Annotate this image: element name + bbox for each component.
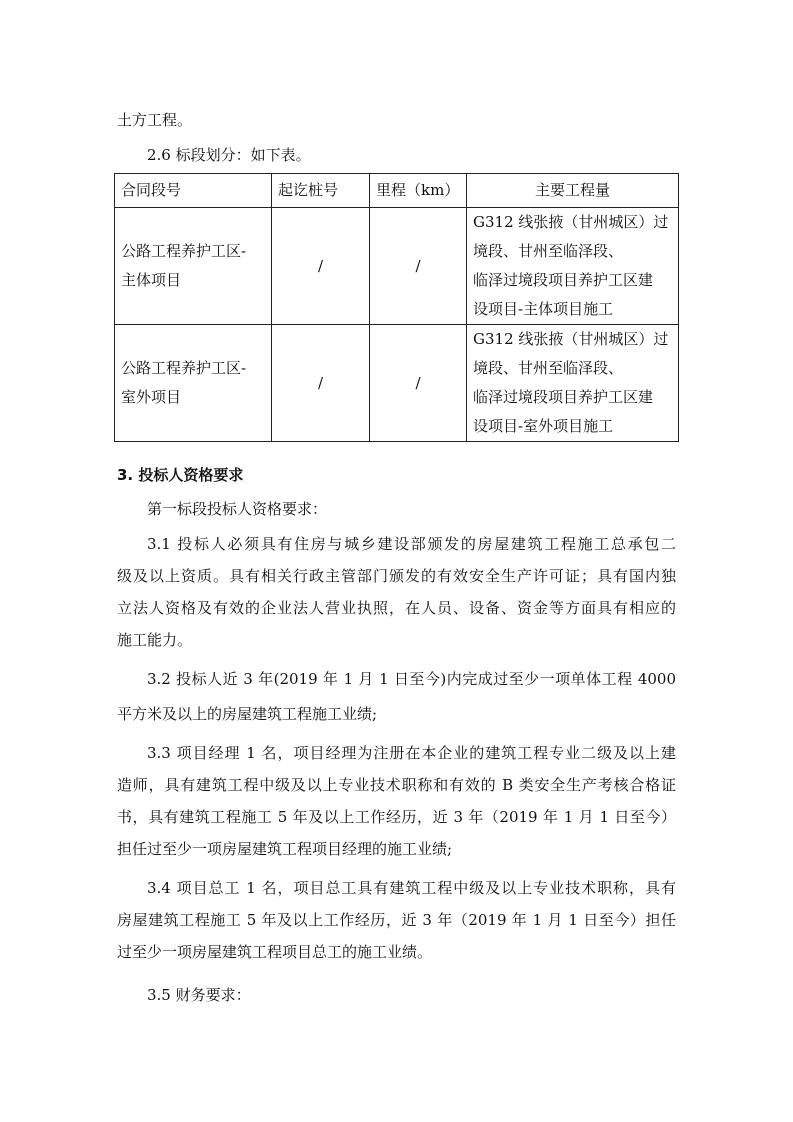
paragraph-3-3-line: 3.3 项目经理 1 名，项目经理为注册在本企业的建筑工程专业二级及以上建 — [147, 744, 676, 762]
paragraph-3-4-line: 过至少一项房屋建筑工程项目总工的施工业绩。 — [117, 943, 433, 961]
work-cell — [467, 208, 679, 325]
paragraph-3-1-line: 级及以上资质。具有相关行政主管部门颁发的有效安全生产许可证；具有国内独 — [117, 567, 676, 585]
work-line: G312 线张掖（甘州城区）过 — [473, 213, 669, 231]
mileage-cell: / — [370, 208, 467, 325]
work-line: 设项目-室外项目施工 — [473, 417, 614, 435]
paragraph-3-1-line: 立法人资格及有效的企业法人营业执照，在人员、设备、资金等方面具有相应的 — [117, 599, 676, 617]
intro-tail: 土方工程。 — [117, 111, 193, 129]
header-pile: 起讫桩号 — [272, 174, 370, 208]
work-cell — [467, 325, 679, 442]
header-mileage: 里程（km） — [370, 174, 467, 208]
contract-line: 主体项目 — [121, 271, 182, 289]
table-row — [115, 208, 679, 325]
header-work: 主要工程量 — [467, 174, 679, 208]
paragraph-3-4-line: 3.4 项目总工 1 名，项目总工具有建筑工程中级及以上专业技术职称，具有 — [147, 879, 676, 897]
work-line: 境段、甘州至临泽段、 — [473, 359, 624, 377]
work-line: 临泽过境段项目养护工区建 — [473, 271, 654, 289]
paragraph-3-3-line: 书，具有建筑工程施工 5 年及以上工作经历，近 3 年（2019 年 1 月 1 日至今） — [117, 808, 676, 826]
section-2-6-heading: 2.6 标段划分：如下表。 — [147, 146, 311, 164]
mileage-cell: / — [370, 325, 467, 442]
paragraph-3-1-line: 3.1 投标人必须具有住房与城乡建设部颁发的房屋建筑工程施工总承包二 — [147, 535, 676, 553]
table-row — [115, 325, 679, 442]
header-contract: 合同段号 — [115, 174, 272, 208]
paragraph-3-2-line: 3.2 投标人近 3 年(2019 年 1 月 1 日至今)内完成过至少一项单体工程 4000 — [147, 670, 676, 688]
paragraph-3-1-line: 施工能力。 — [117, 631, 193, 649]
work-line: 设项目-主体项目施工 — [473, 300, 614, 318]
contract-cell — [115, 325, 272, 442]
paragraph-3-3-line: 造师，具有建筑工程中级及以上专业技术职称和有效的 B 类安全生产考核合格证 — [117, 776, 676, 794]
contract-line: 公路工程养护工区- — [121, 242, 247, 260]
section-3-heading: 3. 投标人资格要求 — [117, 466, 244, 484]
work-line: 境段、甘州至临泽段、 — [473, 242, 624, 260]
paragraph-3-2-line: 平方米及以上的房屋建筑工程施工业绩; — [117, 705, 378, 723]
paragraph-3-4-line: 房屋建筑工程施工 5 年及以上工作经历，近 3 年（2019 年 1 月 1 日至今）担任 — [117, 911, 676, 929]
contract-line: 室外项目 — [121, 388, 182, 406]
contract-cell — [115, 208, 272, 325]
section-table — [114, 173, 679, 442]
work-line: 临泽过境段项目养护工区建 — [473, 388, 654, 406]
contract-line: 公路工程养护工区- — [121, 359, 247, 377]
pile-cell: / — [272, 208, 370, 325]
work-line: G312 线张掖（甘州城区）过 — [473, 330, 669, 348]
paragraph-3-3-line: 担任过至少一项房屋建筑工程项目经理的施工业绩; — [117, 840, 453, 858]
pile-cell: / — [272, 325, 370, 442]
table-header-row — [115, 174, 679, 208]
first-section-requirements: 第一标段投标人资格要求： — [147, 500, 328, 518]
paragraph-3-5: 3.5 财务要求： — [147, 986, 251, 1004]
